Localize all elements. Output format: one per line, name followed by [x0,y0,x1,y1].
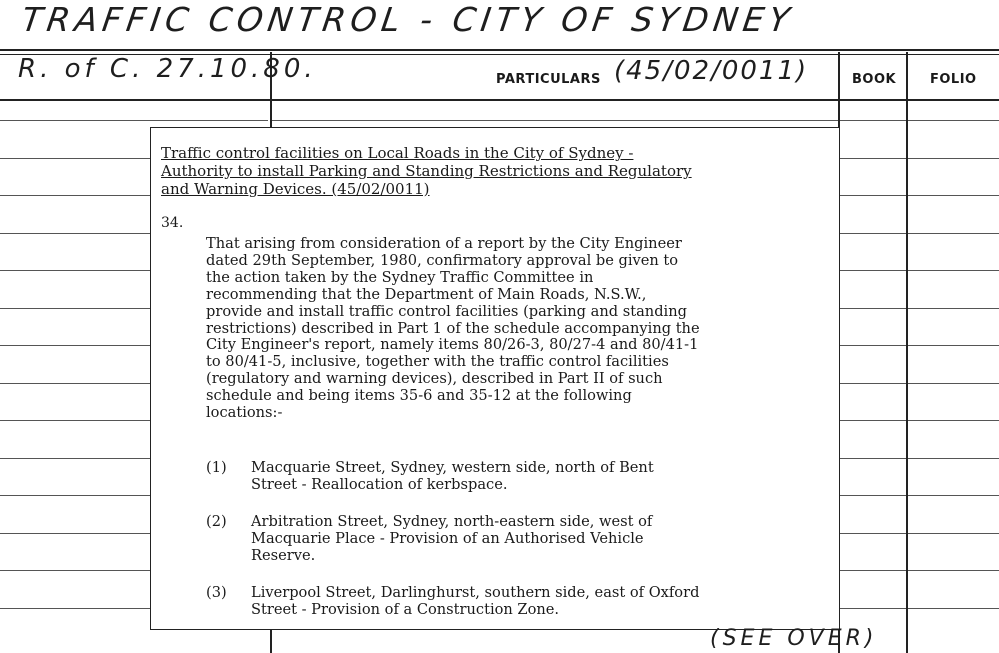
ledger-line [840,420,906,421]
ledger-line [908,270,999,271]
ledger-line [840,570,906,571]
header-rule [0,99,999,101]
location-text: Liverpool Street, Darlinghurst, southern side, east of Oxford Street - Provision of a Construction Zone. [251,584,700,618]
ledger-line [908,458,999,459]
ledger-line [840,458,906,459]
ledger-line [908,158,999,159]
particulars-header: PARTICULARS [496,72,601,87]
folio-column-divider [906,52,908,653]
ledger-line [840,308,906,309]
ledger-line [908,233,999,234]
ledger-line [840,533,906,534]
particulars-number: (45/02/0011) [614,56,809,86]
location-number: (1) [206,459,227,476]
ledger-line [908,420,999,421]
ledger-line [908,533,999,534]
location-text: Macquarie Street, Sydney, western side, north of Bent Street - Reallocation of kerbspace. [251,459,654,493]
ledger-line [840,495,906,496]
resolution-paragraph: That arising from consideration of a report by the City Engineer dated 29th September, 1980, confirmatory approval be given to the action taken by the Sydney Traffic Committee in recommending that the Department of Main Roads, N.S.W., provide and install traffic control facilities (parking and standing restrictions) described in Part 1 of the schedule accompanying the City Engineer's report, namely items 80/26-3, 80/27-4 and 80/41-1 to 80/41-5, inclusive, together with the traffic control facilities (regulatory and warning devices), described in Part II of such schedule and being items 35-6 and 35-12 at the following locations:- [206,235,700,422]
ledger-line [840,158,906,159]
ledger-line [840,608,906,609]
ledger-line [908,345,999,346]
clipping-heading: Traffic control facilities on Local Roads in the City of Sydney - Authority to install Parking and Standing Restrictions and Regulatory and Warning Devices. (45/02/0011) [161,144,692,198]
location-text: Arbitration Street, Sydney, north-eastern side, west of Macquarie Place - Provision of an Authorised Vehicle Reserve. [251,513,653,564]
ledger-line [908,383,999,384]
ledger-line [908,495,999,496]
location-number: (3) [206,584,227,601]
ledger-line [840,345,906,346]
date-entry: R. of C. 27.10.80. [18,54,317,84]
ledger-line [0,120,268,121]
page-title: TRAFFIC CONTROL - CITY OF SYDNEY [19,0,797,39]
ledger-line [908,608,999,609]
ledger-line [840,233,906,234]
minute-clipping [150,127,840,630]
ledger-line [908,120,999,121]
ledger-line [272,120,838,121]
book-header: BOOK [852,72,897,87]
ledger-line [840,270,906,271]
ledger-line [840,383,906,384]
ledger-line [908,195,999,196]
ledger-line [908,570,999,571]
ledger-line [840,120,906,121]
see-over-note: (SEE OVER) [710,626,878,651]
item-number: 34. [161,215,184,231]
top-rule [0,49,999,51]
ledger-line [908,308,999,309]
folio-header: FOLIO [930,72,977,87]
ledger-line [840,195,906,196]
location-number: (2) [206,513,227,530]
